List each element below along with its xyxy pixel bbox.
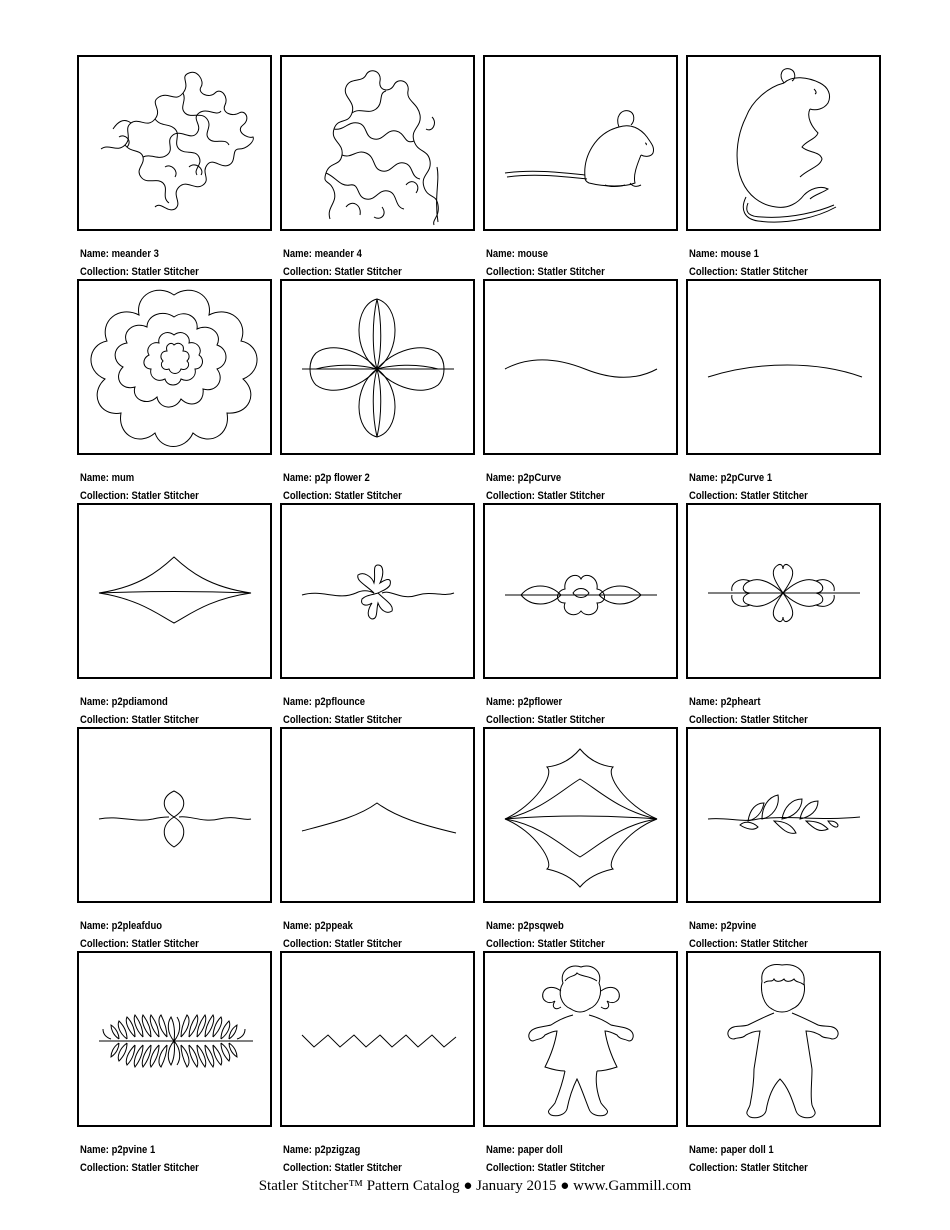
pattern-name-line: Name: p2pflower (486, 696, 563, 708)
pattern-caption (80, 693, 252, 729)
pattern-collection: Statler Stitcher (131, 266, 199, 278)
pattern-name-line: Name: mouse 1 (689, 248, 759, 260)
pattern-collection-line: Collection: Statler Stitcher (689, 266, 808, 278)
flounce-icon (282, 505, 473, 677)
pattern-collection-line: Collection: Statler Stitcher (80, 1162, 199, 1174)
pattern-collection-line: Collection: Statler Stitcher (486, 1162, 605, 1174)
pattern-preview (77, 951, 272, 1127)
pattern-name-line: Name: paper doll (486, 1144, 563, 1156)
pattern-collection: Statler Stitcher (131, 1162, 199, 1174)
pattern-name-line: Name: p2pvine 1 (80, 1144, 156, 1156)
pattern-collection: Statler Stitcher (740, 490, 808, 502)
pattern-collection-line: Collection: Statler Stitcher (283, 938, 402, 950)
pattern-caption (80, 917, 252, 953)
pattern-preview (280, 727, 475, 903)
pattern-preview (280, 951, 475, 1127)
pattern-preview (686, 951, 881, 1127)
pattern-name: p2pCurve (517, 472, 562, 484)
flower-icon (485, 505, 676, 677)
pattern-collection-line: Collection: Statler Stitcher (486, 266, 605, 278)
pattern-name-line: Name: p2pCurve 1 (689, 472, 773, 484)
pattern-collection-line: Collection: Statler Stitcher (80, 490, 199, 502)
feather-vine-icon (79, 953, 270, 1125)
pattern-collection: Statler Stitcher (537, 714, 605, 726)
pattern-name: paper doll 1 (720, 1144, 774, 1156)
pattern-collection: Statler Stitcher (334, 938, 402, 950)
pattern-preview (686, 279, 881, 455)
pattern-preview (483, 279, 678, 455)
pattern-name: p2pvine 1 (111, 1144, 156, 1156)
pattern-name: p2pzigzag (314, 1144, 361, 1156)
leaf-duo-icon (79, 729, 270, 901)
pattern-name-line: Name: p2pzigzag (283, 1144, 361, 1156)
pattern-caption (689, 693, 861, 729)
pattern-name: p2pleafduo (111, 920, 163, 932)
four-petal-flower-icon (282, 281, 473, 453)
heart-icon (688, 505, 879, 677)
pattern-caption (80, 469, 252, 505)
pattern-collection-line: Collection: Statler Stitcher (689, 938, 808, 950)
pattern-preview (686, 727, 881, 903)
pattern-caption (689, 917, 861, 953)
pattern-name-line: Name: p2pvine (689, 920, 757, 932)
pattern-preview (77, 279, 272, 455)
catalog-footer: Statler Stitcher™ Pattern Catalog ● January 2015 ● www.Gammill.com (258, 1178, 692, 1194)
peak-icon (282, 729, 473, 901)
pattern-collection: Statler Stitcher (537, 266, 605, 278)
pattern-collection-line: Collection: Statler Stitcher (689, 1162, 808, 1174)
pattern-name: p2pflower (517, 696, 563, 708)
pattern-collection: Statler Stitcher (537, 490, 605, 502)
pattern-caption (80, 1141, 252, 1177)
pattern-name: p2pdiamond (111, 696, 168, 708)
vine-icon (688, 729, 879, 901)
pattern-name: paper doll (517, 1144, 563, 1156)
pattern-name-line: Name: p2p flower 2 (283, 472, 370, 484)
pattern-preview (280, 503, 475, 679)
meander-icon (282, 57, 473, 229)
pattern-name: meander 3 (111, 248, 159, 260)
pattern-name: p2pheart (720, 696, 761, 708)
pattern-name-line: Name: p2ppeak (283, 920, 353, 932)
paper-doll-girl-icon (485, 953, 676, 1125)
pattern-caption (283, 917, 455, 953)
pattern-collection-line: Collection: Statler Stitcher (283, 714, 402, 726)
mouse-icon (485, 57, 676, 229)
pattern-name: mum (111, 472, 135, 484)
pattern-caption (80, 245, 252, 281)
pattern-collection: Statler Stitcher (740, 938, 808, 950)
pattern-collection-line: Collection: Statler Stitcher (80, 938, 199, 950)
pattern-collection: Statler Stitcher (131, 714, 199, 726)
pattern-preview (77, 55, 272, 231)
pattern-name-line: Name: p2pCurve (486, 472, 562, 484)
pattern-preview (483, 503, 678, 679)
pattern-name-line: Name: p2pleafduo (80, 920, 163, 932)
pattern-preview (686, 503, 881, 679)
pattern-caption (486, 469, 658, 505)
pattern-collection: Statler Stitcher (334, 1162, 402, 1174)
pattern-collection-line: Collection: Statler Stitcher (486, 490, 605, 502)
pattern-collection: Statler Stitcher (740, 1162, 808, 1174)
zigzag-icon (282, 953, 473, 1125)
pattern-caption (486, 245, 658, 281)
pattern-preview (483, 727, 678, 903)
pattern-caption (486, 1141, 658, 1177)
pattern-name: mouse 1 (720, 248, 759, 260)
pattern-collection: Statler Stitcher (131, 938, 199, 950)
pattern-caption (283, 1141, 455, 1177)
pattern-preview (77, 727, 272, 903)
square-web-icon (485, 729, 676, 901)
pattern-preview (483, 951, 678, 1127)
pattern-collection-line: Collection: Statler Stitcher (486, 938, 605, 950)
pattern-name: p2p flower 2 (314, 472, 370, 484)
pattern-name: meander 4 (314, 248, 362, 260)
pattern-name-line: Name: p2pheart (689, 696, 761, 708)
pattern-collection-line: Collection: Statler Stitcher (283, 490, 402, 502)
pattern-preview (280, 55, 475, 231)
pattern-name-line: Name: meander 3 (80, 248, 159, 260)
pattern-collection-line: Collection: Statler Stitcher (80, 266, 199, 278)
pattern-name: p2pvine (720, 920, 757, 932)
pattern-name: p2pflounce (314, 696, 366, 708)
pattern-caption (283, 469, 455, 505)
pattern-caption (486, 693, 658, 729)
pattern-name-line: Name: p2pflounce (283, 696, 366, 708)
paper-doll-boy-icon (688, 953, 879, 1125)
pattern-caption (689, 1141, 861, 1177)
diamond-icon (79, 505, 270, 677)
pattern-collection: Statler Stitcher (740, 266, 808, 278)
pattern-collection: Statler Stitcher (334, 714, 402, 726)
pattern-collection-line: Collection: Statler Stitcher (689, 490, 808, 502)
pattern-collection-line: Collection: Statler Stitcher (283, 1162, 402, 1174)
pattern-name-line: Name: meander 4 (283, 248, 362, 260)
pattern-preview (483, 55, 678, 231)
pattern-collection: Statler Stitcher (740, 714, 808, 726)
pattern-name: mouse (517, 248, 549, 260)
arc-curve-icon (688, 281, 879, 453)
wave-curve-icon (485, 281, 676, 453)
pattern-caption (689, 469, 861, 505)
mouse-icon (688, 57, 879, 229)
pattern-caption (486, 917, 658, 953)
pattern-preview (77, 503, 272, 679)
pattern-collection: Statler Stitcher (537, 938, 605, 950)
pattern-collection-line: Collection: Statler Stitcher (486, 714, 605, 726)
pattern-name: p2ppeak (314, 920, 353, 932)
pattern-collection: Statler Stitcher (537, 1162, 605, 1174)
pattern-collection-line: Collection: Statler Stitcher (283, 266, 402, 278)
pattern-name-line: Name: p2psqweb (486, 920, 564, 932)
meander-icon (79, 57, 270, 229)
mum-flower-icon (79, 281, 270, 453)
pattern-name: p2psqweb (517, 920, 564, 932)
pattern-preview (686, 55, 881, 231)
pattern-caption (283, 693, 455, 729)
pattern-name: p2pCurve 1 (720, 472, 773, 484)
pattern-name-line: Name: paper doll 1 (689, 1144, 774, 1156)
pattern-name-line: Name: mum (80, 472, 135, 484)
pattern-collection-line: Collection: Statler Stitcher (80, 714, 199, 726)
pattern-collection: Statler Stitcher (334, 490, 402, 502)
pattern-name-line: Name: p2pdiamond (80, 696, 168, 708)
pattern-collection: Statler Stitcher (334, 266, 402, 278)
pattern-collection: Statler Stitcher (131, 490, 199, 502)
pattern-collection-line: Collection: Statler Stitcher (689, 714, 808, 726)
pattern-preview (280, 279, 475, 455)
pattern-caption (283, 245, 455, 281)
pattern-caption (689, 245, 861, 281)
pattern-name-line: Name: mouse (486, 248, 549, 260)
